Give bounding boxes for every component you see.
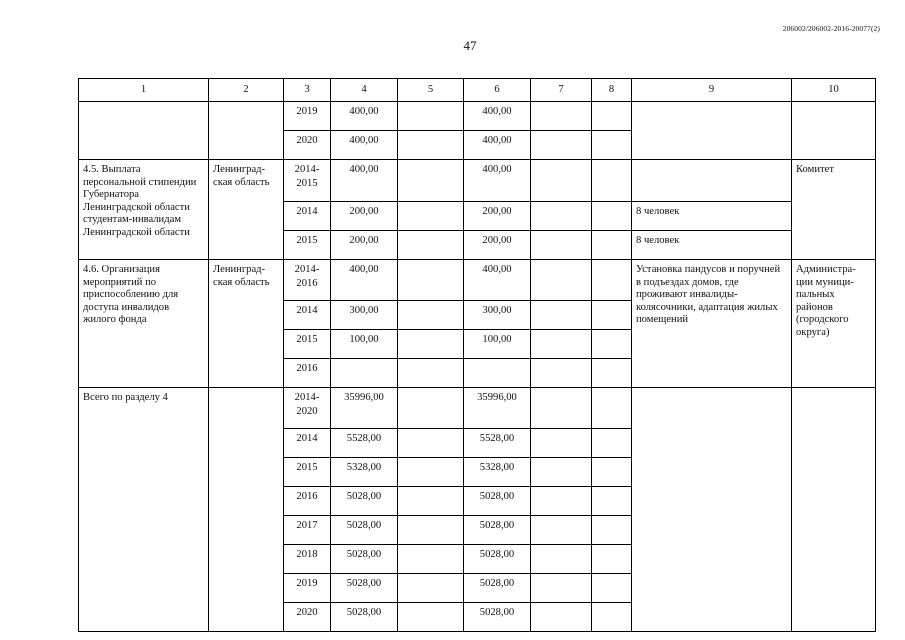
empty-cell [398,202,464,231]
header-cell: 2 [209,79,284,102]
empty-cell [592,545,632,574]
amount-cell: 100,00 [464,330,531,359]
empty-cell [531,603,592,632]
empty-cell [592,359,632,388]
year-text: 2014- 2015 [294,164,320,189]
amount-cell: 400,00 [331,160,398,202]
year-cell: 2017 [284,516,331,545]
empty-cell [592,301,632,330]
table-row [79,160,876,202]
empty-cell [398,429,464,458]
measure-name-cell: 4.5. Выплата персональной стипендии Губернатора Ленинградской области студентам-инвалидам Ленинградской области [79,160,209,260]
empty-cell [592,458,632,487]
executor-cell: Администра-ции муници-пальных районов (городского округа) [792,260,876,388]
amount-cell: 5328,00 [331,458,398,487]
year-cell [284,160,331,202]
header-cell: 8 [592,79,632,102]
result-cell [632,160,792,202]
empty-cell [531,330,592,359]
year-cell [284,388,331,429]
year-cell: 2015 [284,330,331,359]
amount-cell: 200,00 [464,231,531,260]
header-cell: 5 [398,79,464,102]
year-text: 2014- 2020 [294,392,320,417]
amount-cell: 400,00 [331,260,398,301]
empty-cell [398,545,464,574]
result-cell [632,388,792,632]
executor-cell [792,388,876,632]
amount-cell: 400,00 [331,102,398,131]
empty-cell [592,260,632,301]
amount-cell [331,359,398,388]
empty-cell [398,231,464,260]
amount-cell: 5528,00 [464,429,531,458]
empty-cell [398,359,464,388]
empty-cell [398,160,464,202]
year-cell: 2016 [284,359,331,388]
empty-cell [531,388,592,429]
amount-cell: 5028,00 [464,487,531,516]
empty-cell [398,603,464,632]
header-cell: 7 [531,79,592,102]
year-cell: 2014 [284,301,331,330]
executor-cell [792,102,876,160]
amount-cell: 200,00 [464,202,531,231]
header-cell: 10 [792,79,876,102]
empty-cell [592,429,632,458]
empty-cell [592,487,632,516]
empty-cell [592,202,632,231]
region-cell [209,388,284,632]
page-number: 47 [463,38,477,53]
amount-cell: 5028,00 [331,574,398,603]
empty-cell [398,516,464,545]
empty-cell [531,131,592,160]
result-cell: 8 человек [632,231,792,260]
empty-cell [398,388,464,429]
empty-cell [592,160,632,202]
amount-cell: 5028,00 [331,487,398,516]
year-cell: 2016 [284,487,331,516]
empty-cell [398,458,464,487]
amount-cell: 200,00 [331,202,398,231]
measure-name-cell: 4.6. Организация мероприятий по приспособлению для доступа инвалидов жилого фонда [79,260,209,388]
amount-cell: 300,00 [331,301,398,330]
amount-cell: 5328,00 [464,458,531,487]
amount-cell: 35996,00 [464,388,531,429]
empty-cell [592,330,632,359]
region-cell: Ленинград-ская область [209,260,284,388]
empty-cell [398,487,464,516]
year-text: 2014- 2016 [294,264,320,289]
empty-cell [531,359,592,388]
empty-cell [592,603,632,632]
amount-cell: 100,00 [331,330,398,359]
amount-cell: 5028,00 [331,603,398,632]
empty-cell [592,131,632,160]
empty-cell [531,516,592,545]
empty-cell [531,487,592,516]
table-row [79,102,876,131]
empty-cell [531,545,592,574]
program-table [78,78,876,632]
empty-cell [592,102,632,131]
empty-cell [398,102,464,131]
header-row [79,79,876,102]
header-cell: 4 [331,79,398,102]
header-cell: 9 [632,79,792,102]
amount-cell [464,359,531,388]
empty-cell [531,202,592,231]
document-id: 206002/206002-2016-20077(2) [782,24,880,33]
amount-cell: 400,00 [464,102,531,131]
empty-cell [531,301,592,330]
year-cell: 2014 [284,429,331,458]
total-label-cell: Всего по разделу 4 [79,388,209,632]
empty-cell [531,102,592,131]
amount-cell: 5028,00 [464,574,531,603]
empty-cell [531,574,592,603]
year-cell: 2015 [284,231,331,260]
year-cell: 2020 [284,603,331,632]
empty-cell [398,131,464,160]
amount-cell: 5028,00 [464,516,531,545]
empty-cell [531,160,592,202]
amount-cell: 5528,00 [331,429,398,458]
amount-cell: 200,00 [331,231,398,260]
region-cell: Ленинград-ская область [209,160,284,260]
result-cell: Установка пандусов и поручней в подъездах домов, где проживают инвалиды-колясочники, адаптация жилых помещений [632,260,792,388]
empty-cell [531,429,592,458]
header-cell: 1 [79,79,209,102]
empty-cell [398,574,464,603]
amount-cell: 400,00 [331,131,398,160]
empty-cell [592,516,632,545]
empty-cell [592,231,632,260]
executor-cell: Комитет [792,160,876,260]
year-cell: 2018 [284,545,331,574]
amount-cell: 5028,00 [331,545,398,574]
amount-cell: 400,00 [464,131,531,160]
header-cell: 3 [284,79,331,102]
table-row [79,388,876,429]
amount-cell: 400,00 [464,160,531,202]
table-row [79,260,876,301]
empty-cell [398,260,464,301]
empty-cell [531,260,592,301]
amount-cell: 5028,00 [464,603,531,632]
amount-cell: 5028,00 [331,516,398,545]
amount-cell: 5028,00 [464,545,531,574]
empty-cell [592,574,632,603]
empty-cell [592,388,632,429]
result-cell: 8 человек [632,202,792,231]
amount-cell: 400,00 [464,260,531,301]
empty-cell [398,330,464,359]
empty-cell [531,231,592,260]
name-cell [79,102,209,160]
amount-cell: 300,00 [464,301,531,330]
result-cell [632,102,792,160]
year-cell: 2019 [284,574,331,603]
amount-cell: 35996,00 [331,388,398,429]
empty-cell [531,458,592,487]
header-cell: 6 [464,79,531,102]
year-cell [284,260,331,301]
empty-cell [398,301,464,330]
region-cell [209,102,284,160]
year-cell: 2019 [284,102,331,131]
year-cell: 2015 [284,458,331,487]
year-cell: 2014 [284,202,331,231]
year-cell: 2020 [284,131,331,160]
